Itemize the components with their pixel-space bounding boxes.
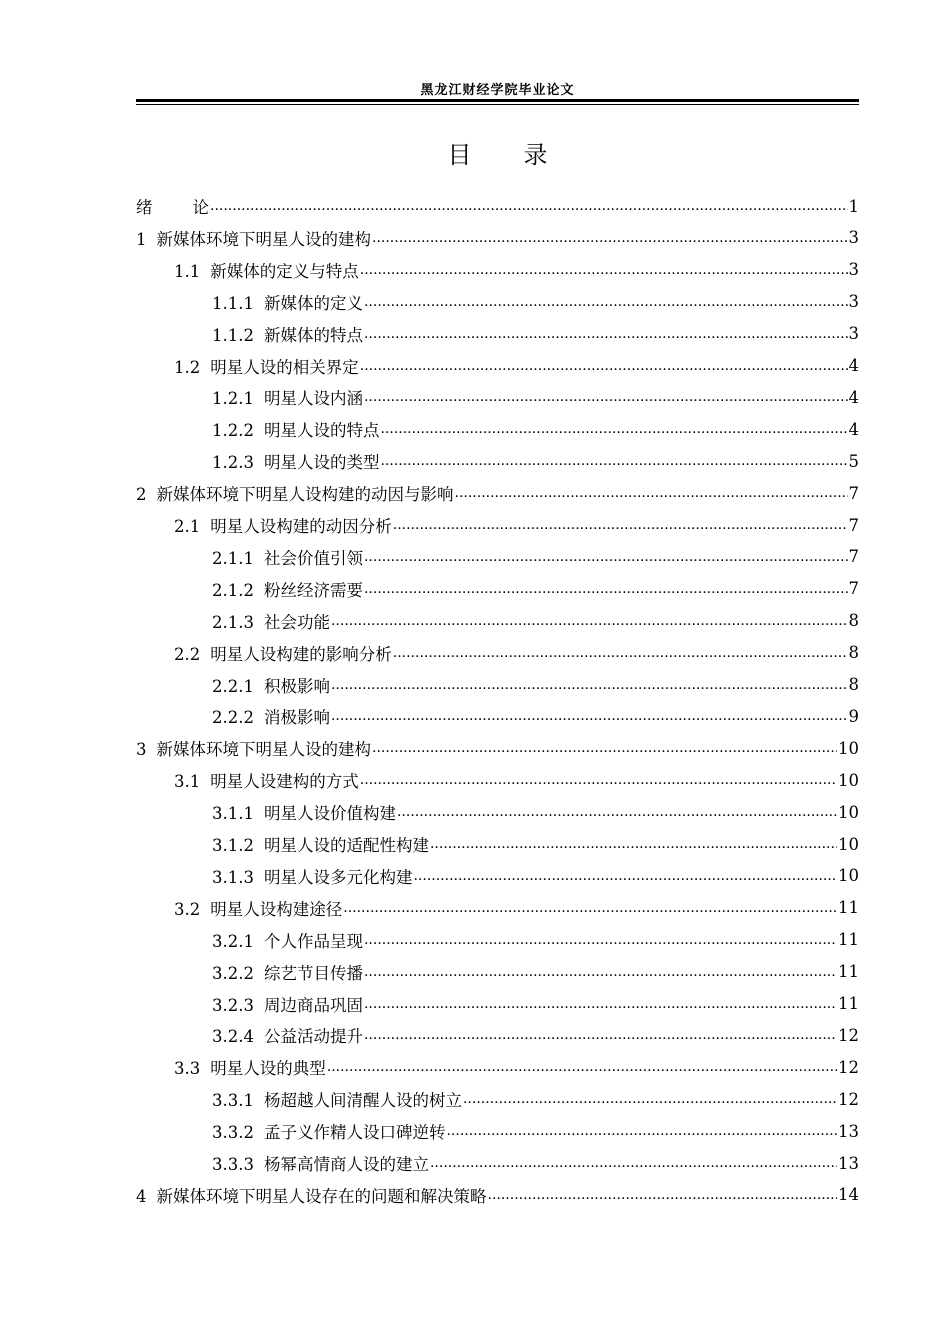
toc-leader-dots (413, 867, 837, 885)
toc-entry-title: 新媒体的特点 (263, 325, 363, 345)
toc-entry-page: 1 (848, 196, 859, 216)
toc-entry-title: 明星人设构建的动因分析 (210, 517, 392, 536)
toc-entry-number: 1.1.2 (212, 325, 254, 345)
toc-entry[interactable] (136, 445, 859, 477)
toc-entry-label (136, 928, 363, 952)
toc-entry-label (136, 226, 371, 250)
toc-entry-label (136, 322, 363, 346)
toc-entry-number: 1.1.1 (212, 293, 254, 313)
toc-leader-dots (446, 1122, 837, 1140)
toc-entry[interactable] (136, 669, 859, 701)
toc-entry-label (136, 290, 363, 314)
toc-entry-number: 3.3.1 (212, 1091, 254, 1111)
toc-entry-title: 社会功能 (263, 612, 330, 632)
toc-entry-title: 社会价值引领 (263, 548, 363, 568)
toc-entry-number: 3 (136, 740, 147, 760)
toc-entry-title: 公益活动提升 (263, 1027, 363, 1047)
toc-entry-title: 明星人设的特点 (263, 421, 380, 441)
toc-entry-label (136, 1087, 462, 1111)
toc-entry-label (136, 896, 342, 920)
toc-leader-dots (380, 452, 847, 470)
toc-entry-title: 明星人设价值构建 (263, 804, 396, 824)
toc-entry[interactable] (136, 573, 859, 605)
toc-entry-page: 12 (838, 1025, 859, 1045)
toc-entry-number: 3.3.2 (212, 1123, 254, 1143)
toc-entry-label (136, 545, 363, 569)
toc-entry-page: 3 (848, 228, 859, 248)
toc-entry[interactable] (136, 1179, 859, 1211)
toc-entry-page: 4 (848, 356, 859, 375)
toc-entry-page: 11 (838, 898, 859, 918)
toc-entry-page: 3 (848, 260, 859, 280)
toc-leader-dots (364, 293, 848, 311)
toc-entry-label (136, 609, 330, 633)
toc-entry-number: 1.2.3 (212, 453, 254, 473)
toc-entry[interactable] (136, 637, 859, 669)
toc-entry-number: 3.2.2 (212, 963, 254, 983)
toc-entry-label (136, 960, 363, 984)
toc-entry-number: 绪 (136, 198, 153, 217)
toc-entry-title: 明星人设内涵 (263, 389, 363, 409)
header-rule-thick (136, 99, 859, 102)
toc-leader-dots (331, 676, 848, 694)
toc-entry-page: 7 (848, 547, 859, 567)
toc-leader-dots (364, 995, 837, 1013)
toc-leader-dots (397, 803, 837, 821)
toc-entry-number: 1.1 (174, 261, 201, 281)
toc-leader-dots (327, 1058, 837, 1076)
toc-entry[interactable] (136, 892, 859, 924)
toc-entry-title: 粉丝经济需要 (263, 580, 363, 600)
toc-entry[interactable] (136, 509, 859, 541)
toc-entry-label (136, 258, 359, 282)
toc-title-left: 目 (447, 141, 472, 169)
toc-leader-dots (360, 261, 848, 279)
toc-entry[interactable] (136, 956, 859, 988)
toc-entry[interactable] (136, 828, 859, 860)
toc-entry-page: 8 (848, 643, 859, 663)
toc-entry-number: 2 (136, 485, 147, 505)
toc-entry-title: 积极影响 (263, 676, 330, 696)
toc-entry-label (136, 673, 330, 697)
toc-entry-page: 10 (838, 802, 859, 822)
toc-entry[interactable] (136, 1083, 859, 1115)
toc-leader-dots (364, 580, 848, 598)
toc-entry-number: 3.2.4 (212, 1027, 254, 1047)
toc-entry-number: 1 (136, 229, 147, 249)
toc-entry-page: 11 (838, 962, 859, 982)
toc-entry-title: 周边商品巩固 (263, 995, 363, 1015)
toc-entry-number: 2.2.1 (212, 676, 254, 696)
toc-entry-number: 2.2.2 (212, 708, 254, 728)
toc-entry-page: 5 (848, 451, 859, 471)
toc-entry-title: 新媒体环境下明星人设的建构 (156, 740, 371, 760)
toc-entry-label (136, 864, 412, 888)
toc-entry-title: 论 (192, 198, 209, 217)
toc-entry-number: 1.2 (174, 357, 201, 377)
toc-entry-number: 2.1 (174, 517, 201, 536)
toc-entry-number: 4 (136, 1186, 147, 1206)
toc-entry-page: 10 (838, 738, 859, 758)
toc-leader-dots (364, 931, 837, 949)
toc-entry-page: 4 (848, 387, 859, 407)
toc-entry-title: 杨超越人间清醒人设的树立 (263, 1091, 462, 1111)
toc-entry-page: 13 (838, 1121, 859, 1141)
toc-entry-title: 明星人设构建的影响分析 (210, 644, 392, 664)
toc-entry-number: 3.3 (174, 1059, 201, 1079)
toc-entry-page: 10 (838, 834, 859, 854)
toc-leader-dots (210, 197, 848, 215)
toc-entry[interactable] (136, 700, 859, 732)
toc-leader-dots (372, 739, 837, 757)
toc-entry-label (136, 768, 359, 792)
toc-entry[interactable] (136, 477, 859, 509)
toc-entry-title: 消极影响 (263, 708, 330, 728)
toc-entry-page: 11 (838, 930, 859, 950)
toc-entry-label (136, 800, 396, 824)
toc-leader-dots (372, 229, 848, 247)
toc-entry[interactable] (136, 988, 859, 1020)
toc-leader-dots (331, 612, 848, 630)
toc-leader-dots (364, 388, 848, 406)
header-rule-thin (136, 104, 859, 105)
toc-entry[interactable] (136, 381, 859, 413)
toc-entry-page: 7 (848, 515, 859, 535)
toc-entry[interactable] (136, 1051, 859, 1083)
running-header: 黑龙江财经学院毕业论文 (420, 83, 575, 98)
toc-title (136, 135, 859, 170)
toc-entry-page: 9 (848, 706, 859, 726)
toc-entry-page: 3 (848, 324, 859, 344)
toc-entry-label (136, 449, 379, 473)
toc-entry[interactable] (136, 732, 859, 764)
toc-entry[interactable] (136, 1115, 859, 1147)
toc-entry-label (136, 1055, 326, 1079)
toc-leader-dots (488, 1186, 838, 1204)
toc-entry-title: 新媒体的定义 (263, 293, 363, 313)
toc-entry-title: 明星人设建构的方式 (210, 772, 359, 792)
toc-entry-number: 1.2.1 (212, 389, 254, 409)
toc-entry-label (136, 354, 359, 378)
toc-title-right: 录 (523, 141, 548, 169)
toc-entry[interactable] (136, 254, 859, 286)
toc-leader-dots (393, 644, 848, 662)
toc-entry-label (136, 704, 330, 728)
toc-leader-dots (380, 420, 847, 438)
toc-entry-title: 孟子义作精人设口碑逆转 (263, 1123, 446, 1143)
toc-entry-page: 13 (838, 1153, 859, 1173)
toc-entry[interactable] (136, 350, 859, 382)
toc-entry-page: 3 (848, 292, 859, 312)
toc-entry-label (136, 641, 392, 665)
toc-entry-page: 11 (838, 994, 859, 1013)
toc-leader-dots (430, 1154, 837, 1172)
toc-entry-number: 2.1.2 (212, 580, 254, 600)
toc-leader-dots (360, 357, 848, 375)
toc-entry-number: 2.1.1 (212, 548, 254, 568)
toc-entry-label (136, 481, 454, 505)
toc-entry-title: 明星人设的相关界定 (210, 357, 359, 377)
toc-entry-label (136, 832, 429, 856)
toc-entry-number: 3.2.1 (212, 931, 254, 951)
toc-entry-page: 10 (838, 770, 859, 790)
toc-entry-page: 4 (848, 419, 859, 439)
toc-entry-title: 明星人设多元化构建 (263, 867, 413, 887)
toc-entry-number: 1.2.2 (212, 421, 254, 441)
toc-leader-dots (360, 771, 837, 789)
toc-leader-dots (331, 707, 848, 725)
toc-leader-dots (430, 835, 837, 853)
toc-entry-page: 10 (838, 866, 859, 886)
toc-entry[interactable] (136, 541, 859, 573)
toc-leader-dots (364, 1026, 837, 1044)
toc-entry-number: 3.3.3 (212, 1155, 254, 1174)
toc-entry[interactable] (136, 413, 859, 445)
toc-entry[interactable] (136, 1147, 859, 1179)
toc-entry-label (136, 1023, 363, 1047)
toc-leader-dots (455, 484, 848, 502)
toc-entry-label (136, 992, 363, 1016)
toc-entry-label (136, 417, 379, 441)
toc-entry-label (136, 1183, 487, 1207)
toc-entry[interactable] (136, 1019, 859, 1051)
toc-leader-dots (364, 325, 848, 343)
toc-entry-title: 明星人设的适配性构建 (263, 836, 429, 855)
toc-entry-title: 新媒体环境下明星人设的建构 (156, 229, 371, 249)
toc-entry-label (136, 577, 363, 601)
toc-entry-label (136, 385, 363, 409)
toc-entry-number: 3.1.2 (212, 836, 254, 855)
toc-entry[interactable] (136, 860, 859, 892)
toc-entry-title: 杨幂高情商人设的建立 (263, 1155, 429, 1174)
toc-entry-page: 8 (848, 675, 859, 694)
toc-entry[interactable] (136, 924, 859, 956)
toc-entry-number: 3.1.1 (212, 804, 254, 824)
toc-entry-number: 3.1.3 (212, 867, 254, 887)
toc-entry-title: 新媒体环境下明星人设构建的动因与影响 (156, 485, 454, 505)
toc-entry-title: 综艺节目传播 (263, 963, 363, 983)
toc-entry[interactable] (136, 286, 859, 318)
toc-leader-dots (393, 516, 848, 534)
toc-entry-number: 3.1 (174, 772, 201, 792)
toc-entry-number: 2.2 (174, 644, 201, 664)
toc-entry[interactable] (136, 318, 859, 350)
toc-entry-label (136, 194, 209, 218)
toc-leader-dots (463, 1090, 837, 1108)
toc-entry-title: 明星人设的典型 (210, 1059, 326, 1079)
toc-entry-number: 2.1.3 (212, 612, 254, 632)
toc-entry-label (136, 513, 392, 537)
toc-entry-page: 8 (848, 611, 859, 631)
toc-entry-page: 7 (848, 483, 859, 503)
toc-entry-page: 12 (838, 1089, 859, 1109)
toc-entry-number: 3.2 (174, 899, 201, 919)
toc-entry-title: 明星人设的类型 (263, 453, 380, 473)
toc-leader-dots (343, 899, 837, 917)
toc-entry[interactable] (136, 764, 859, 796)
toc-entry-title: 新媒体的定义与特点 (210, 261, 359, 281)
toc-entry-title: 明星人设构建途径 (210, 899, 343, 919)
toc-entry-label (136, 736, 371, 760)
toc-entry[interactable] (136, 190, 859, 222)
toc-entry-number: 3.2.3 (212, 995, 254, 1015)
toc-entry-page: 12 (838, 1057, 859, 1077)
toc-entry-label (136, 1119, 445, 1143)
toc-entry-title: 个人作品呈现 (263, 931, 363, 951)
toc-entry[interactable] (136, 605, 859, 637)
toc-entry[interactable] (136, 222, 859, 254)
toc-entry-page: 14 (838, 1185, 859, 1205)
toc-entry-label (136, 1151, 429, 1175)
toc-leader-dots (364, 548, 848, 566)
toc-leader-dots (364, 963, 837, 981)
toc-entry[interactable] (136, 796, 859, 828)
toc-entry-page: 7 (848, 579, 859, 599)
toc-entry-title: 新媒体环境下明星人设存在的问题和解决策略 (156, 1186, 487, 1206)
